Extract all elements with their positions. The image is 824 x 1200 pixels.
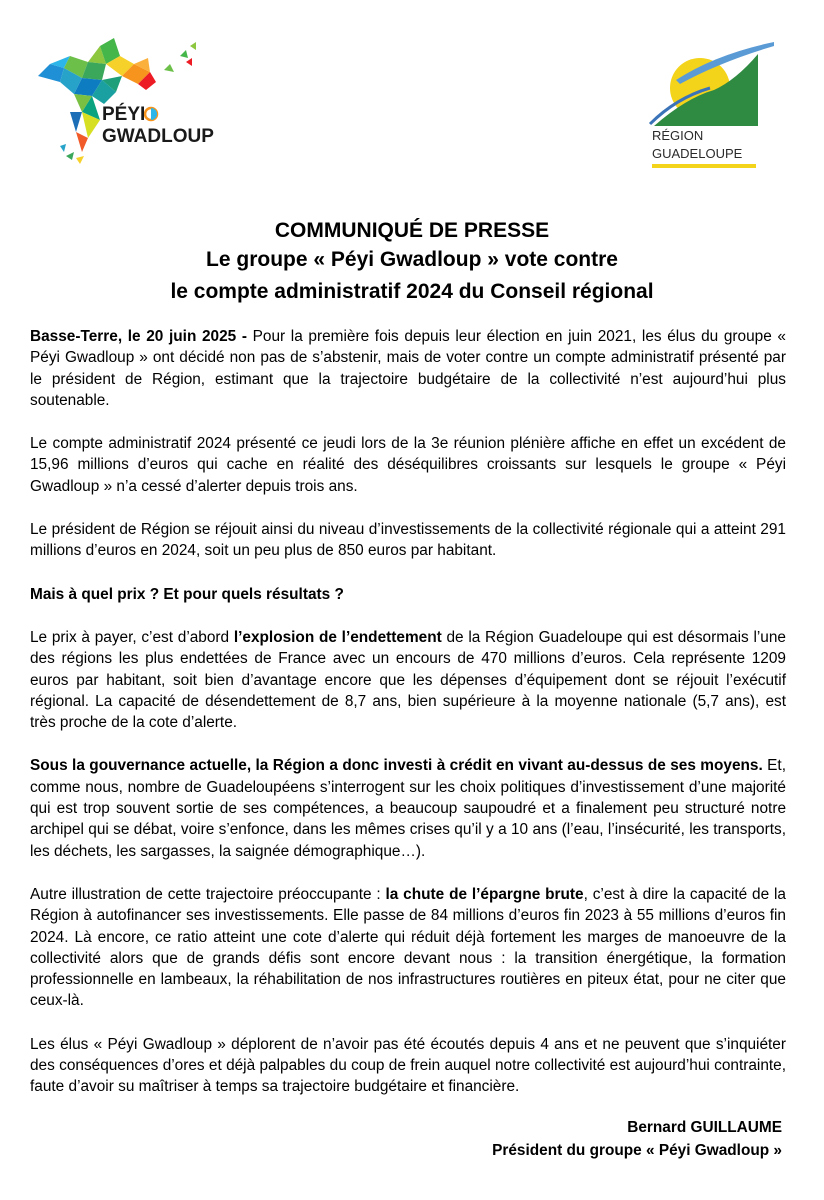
paragraph-6: Sous la gouvernance actuelle, la Région a donc investi à crédit en vivant au-dessus de ses moyens. Et, comme nous, nombre de Guadeloupéens s’interrogent sur les choix politiques d’investissement d’une majorité qui est trop souvent sortie de ses compétences, a beaucoup saupoudré et a finalement peu structuré notre archipel qui se débat, voire s’enfonce, dans les mêmes crises qu’il y a 10 ans (l’eau, l’insécurité, les transports, les déchets, les sargasses, la saignée démographique…). [30, 757, 786, 860]
sun-mountain-icon [646, 40, 776, 172]
dateline: Basse-Terre, le 20 juin 2025 - [30, 328, 247, 345]
signatory-role: Président du groupe « Péyi Gwadloup » [492, 1142, 782, 1159]
region-guadeloupe-logo [646, 40, 776, 172]
signature-block [492, 1116, 782, 1162]
paragraph-7: Autre illustration de cette trajectoire préoccupante : la chute de l’épargne brute, c’est à dire la capacité de la Région à autofinancer ses investissements. Elle passe de 84 millions d’euros fin 2023 à 55 millions d’euros fin 2024. Là encore, ce ratio atteint une cote d’alerte qui réduit déjà fortement les marges de manoeuvre de la collectivité alors que de grands défis sont encore devant nous : la transition énergétique, la formation professionnelle en lambeaux, la réhabilitation de nos infrastructures routières en piteux état, pour ne citer que ceux-là. [30, 885, 786, 1010]
paragraph-5: Le prix à payer, c’est d’abord l’explosion de l’endettement de la Région Guadeloupe qui est désormais l’une des régions les plus endettées de France avec un encours de 470 millions d’euros. Cela représente 1209 euros par habitant, soit bien d’avantage encore que les dépenses d’équipement dont se réjouit l’exécutif régional. La capacité de désendettement de 8,7 ans, bien supérieure à la moyenne nationale (5,7 ans), est très proche de la cote d’alerte. [30, 628, 786, 732]
paragraph-8: Les élus « Péyi Gwadloup » déplorent de n’avoir pas été écoutés depuis 4 ans et ne peuvent que s’inquiéter des conséquences d’ores et déjà palpables du coup de frein auquel notre collectivité est aujourd’hui contrainte, faute d’avoir su maîtriser à temps sa trajectoire budgétaire et financière. [30, 1035, 786, 1096]
logo-left-line1: PÉYI [102, 104, 146, 125]
title-line-2: Le groupe « Péyi Gwadloup » vote contre [206, 248, 618, 271]
logo-left-line2: GWADLOUP [102, 126, 214, 147]
title-line-1: COMMUNIQUÉ DE PRESSE [274, 219, 550, 242]
title-line-3: le compte administratif 2024 du Conseil régional [170, 280, 654, 303]
paragraph-2: Le compte administratif 2024 présenté ce jeudi lors de la 3e réunion plénière affiche en effet un excédent de 15,96 millions d’euros qui cache en réalité des déséquilibres croissants sur lesquels le groupe « Péyi Gwadloup » n’a cessé d’alerter depuis trois ans. [30, 435, 786, 495]
logo-right-line2: GUADELOUPE [652, 146, 743, 161]
logo-right-line1: RÉGION [652, 128, 704, 143]
butterfly-island-icon [30, 34, 220, 169]
paragraph-4-question: Mais à quel prix ? Et pour quels résultats ? [30, 585, 344, 603]
signatory-name: Bernard GUILLAUME [627, 1119, 782, 1136]
press-release-body [30, 326, 786, 1120]
paragraph-3: Le président de Région se réjouit ainsi du niveau d’investissements de la collectivité régionale qui a atteint 291 millions d’euros en 2024, soit un peu plus de 850 euros par habitant. [30, 521, 786, 560]
paragraph-1: Basse-Terre, le 20 juin 2025 - Pour la première fois depuis leur élection en juin 2021, les élus du groupe « Péyi Gwadloup » ont décidé non pas de s’abstenir, mais de voter contre un compte administratif présenté par le président de Région, estimant que la trajectoire budgétaire de la collectivité n’est aujourd’hui plus soutenable. [30, 328, 786, 409]
press-release-title [0, 216, 824, 306]
peyi-gwadloup-logo [30, 34, 220, 169]
